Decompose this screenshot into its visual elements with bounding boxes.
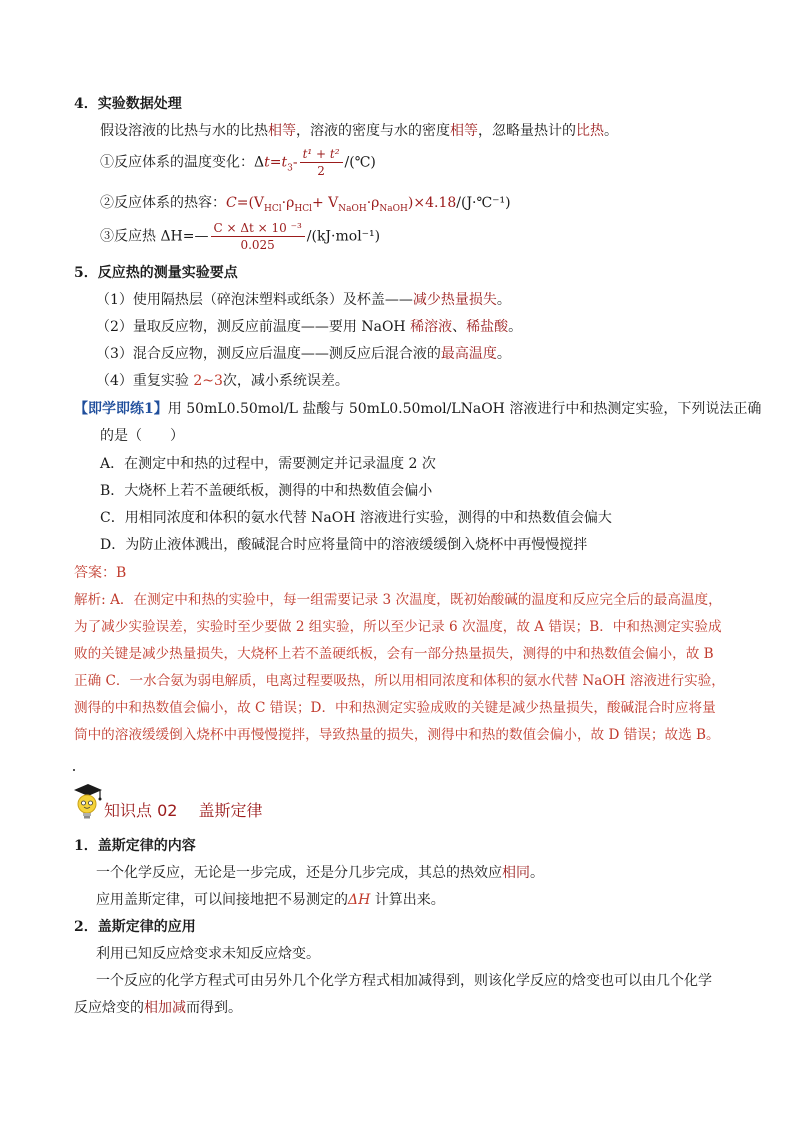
point-3: （3）混合反应物，测反应后温度——测反应后混合液的最高温度。: [96, 346, 511, 362]
knowledge-point-title: 知识点 02 盖斯定律: [104, 801, 263, 820]
practice-question: 【即学即练1】用 50mL0.50mol/L 盐酸与 50mL0.50mol/LNaOH 溶液进行中和热测定实验，下列说法正确: [74, 401, 762, 417]
practice-tag: 【即学即练1】: [74, 401, 168, 417]
hess-line-5: 反应焓变的相加减而得到。: [74, 1000, 242, 1016]
option-d: D．为防止液体溅出，酸碱混合时应将量筒中的溶液缓缓倒入烧杯中再慢慢搅拌: [100, 537, 588, 553]
hess-line-3: 利用已知反应焓变求未知反应焓变。: [96, 946, 320, 962]
point-1: （1）使用隔热层（碎泡沫塑料或纸条）及杯盖——减少热量损失。: [96, 292, 511, 308]
hess-line-1: 一个化学反应，无论是一步完成，还是分几步完成，其总的热效应相同。: [96, 865, 544, 881]
formula-heat-capacity: ②反应体系的热容：$C=(V_{HCl}\cdot\rho_{HCl}+$ $V_{NaOH}\cdot\rho_{NaOH})\times 4.18/(J\cdot℃^{-1})$: [100, 195, 511, 214]
section4-intro: 假设溶液的比热与水的比热相等，溶液的密度与水的密度相等，忽略量热计的比热。: [100, 123, 618, 139]
explanation-line-2: 为了减少实验误差，实验时至少要做 2 组实验，所以至少记录 6 次温度，故 A 错误；B．中和热测定实验成: [74, 619, 722, 635]
hess-heading-2: 2．盖斯定律的应用: [74, 919, 196, 935]
hess-line-2: 应用盖斯定律，可以间接地把不易测定的ΔH 计算出来。: [96, 892, 445, 908]
explanation-line-4: 正确 C．一水合氨为弱电解质，电离过程要吸热，所以用相同浓度和体积的氨水代替 NaOH 溶液进行实验，: [74, 673, 725, 689]
explanation-line-1: 解析: A．在测定中和热的实验中，每一组需要记录 3 次温度，既初始酸碱的温度和反应完全后的最高温度，: [74, 592, 722, 608]
point-4: （4）重复实验 2~3次，减小系统误差。: [96, 373, 349, 389]
explanation-line-3: 败的关键是减少热量损失，大烧杯上若不盖硬纸板，会有一部分热量损失，测得的中和热数值会偏小，故 B: [74, 646, 714, 662]
practice-question-cont: 的是（ ）: [100, 428, 184, 444]
option-a: A．在测定中和热的过程中，需要测定并记录温度 2 次: [100, 456, 436, 472]
fraction-avg-temp: $\frac{\text{t¹ + t²}}{2}$: [300, 146, 343, 179]
option-c: C．用相同浓度和体积的氨水代替 NaOH 溶液进行实验，测得的中和热数值会偏大: [100, 510, 612, 526]
section5-heading: 5．反应热的测量实验要点: [74, 265, 238, 281]
formula-reaction-heat: ③反应热 ΔH=— $\frac{\text{C × Δt × 10 ⁻³}}{0.025}$ /(kJ·mol⁻¹): [100, 221, 381, 252]
point-2: （2）量取反应物，测反应前温度——要用 NaOH 稀溶液、稀盐酸。: [96, 319, 523, 335]
fraction-reaction-heat: $\frac{\text{C × Δt × 10 ⁻³}}{0.025}$: [211, 220, 305, 253]
section4-heading: 4．实验数据处理: [74, 96, 182, 112]
hess-line-4: 一个反应的化学方程式可由另外几个化学方程式相加减得到，则该化学反应的焓变也可以由几个化学: [96, 973, 712, 989]
graduate-bulb-icon: [70, 782, 104, 822]
formula-temperature-change: ①反应体系的温度变化：$\Delta t=t_3-$ $\frac{\text{t¹ + t²}}{2}$ /(℃): [100, 147, 376, 178]
answer: 答案：B: [74, 565, 127, 581]
hess-heading-1: 1．盖斯定律的内容: [74, 838, 196, 854]
explanation-line-5: 测得的中和热数值会偏小，故 C 错误；D．中和热测定实验成败的关键是减少热量损失，酸碱混合时应将量: [74, 700, 716, 716]
explanation-line-6: 筒中的溶液缓缓倒入烧杯中再慢慢搅拌，导致热量的损失，测得中和热的数值会偏小，故 D 错误；故选 B。: [74, 727, 720, 743]
option-b: B．大烧杯上若不盖硬纸板，测得的中和热数值会偏小: [100, 483, 433, 499]
divider-dot: [73, 769, 75, 771]
